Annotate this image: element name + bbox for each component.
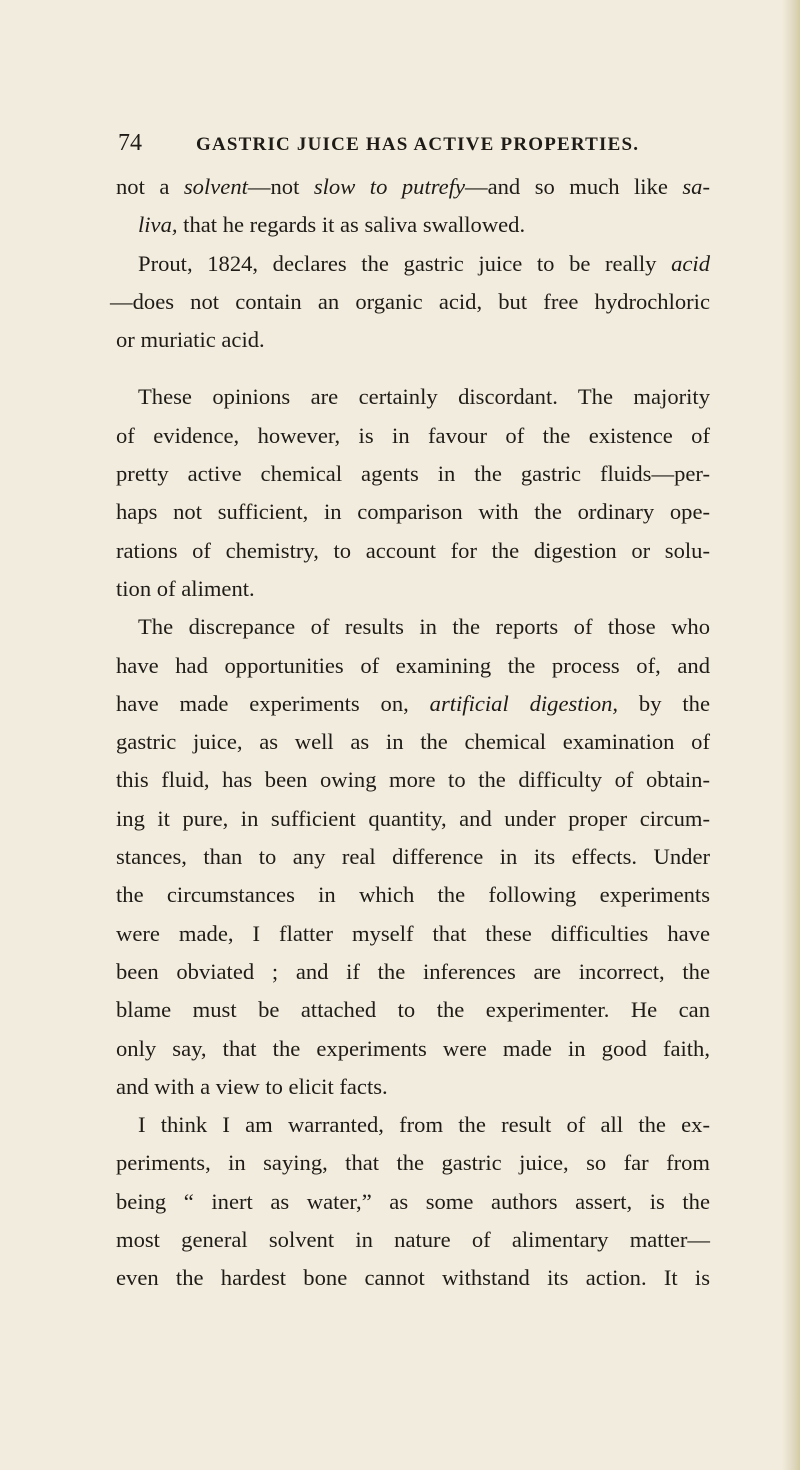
running-header [118, 130, 758, 157]
text-line: gastric juice, as well as in the chemical examination of [116, 729, 710, 755]
text-line: most general solvent in nature of alimentary matter— [116, 1227, 710, 1253]
text-line: or muriatic acid. [116, 327, 265, 353]
text-line: haps not sufficient, in comparison with the ordinary ope- [116, 499, 710, 525]
italic-run: artificial digestion, [429, 690, 619, 716]
italic-run: liva, [138, 212, 178, 238]
running-title: GASTRIC JUICE HAS ACTIVE PROPERTIES. [196, 134, 640, 155]
text-line: The discrepance of results in the reports of those who [138, 614, 710, 640]
text-line: liva, that he regards it as saliva swallowed. [138, 212, 526, 238]
italic-run: sa- [682, 174, 710, 199]
text-line: been obviated ; and if the inferences are incorrect, the [116, 958, 710, 984]
text-line: only say, that the experiments were made in good faith, [116, 1035, 710, 1061]
text-line: I think I am warranted, from the result of all the ex- [138, 1112, 710, 1138]
text-line: blame must be attached to the experimenter. He can [116, 997, 710, 1023]
text-line: this fluid, has been owing more to the difficulty of obtain- [116, 767, 710, 793]
text-line: periments, in saying, that the gastric juice, so far from [116, 1150, 710, 1176]
text-line: tion of aliment. [116, 575, 255, 601]
text-line: rations of chemistry, to account for the digestion or solu- [116, 537, 710, 563]
italic-run: solvent [183, 174, 248, 199]
text-line: ing it pure, in sufficient quantity, and under proper circum- [116, 805, 710, 831]
page-edge-shadow [782, 0, 800, 1470]
text-line: Prout, 1824, declares the gastric juice to be really acid [138, 250, 710, 276]
body-text [110, 168, 710, 1298]
page-number: 74 [118, 130, 142, 156]
text-line: —does not contain an organic acid, but free hydrochloric [110, 288, 710, 314]
italic-run: slow to putrefy [313, 174, 466, 199]
text-line: stances, than to any real difference in its effects. Under [116, 844, 710, 870]
text-line: the circumstances in which the following experiments [116, 882, 710, 908]
text-line: not a solvent—not slow to putrefy—and so much like sa- [116, 174, 710, 199]
text-line: and with a view to elicit facts. [116, 1073, 388, 1099]
text-line: have had opportunities of examining the process of, and [116, 652, 710, 678]
text-line: were made, I flatter myself that these difficulties have [116, 920, 710, 946]
text-line: of evidence, however, is in favour of the existence of [116, 422, 710, 448]
text-line: These opinions are certainly discordant. The majority [138, 384, 710, 410]
text-line: pretty active chemical agents in the gastric fluids—per- [116, 461, 710, 487]
text-line: even the hardest bone cannot withstand its action. It is [116, 1265, 710, 1291]
text-line: have made experiments on, artificial digestion, by the [116, 690, 710, 716]
text-line: being “ inert as water,” as some authors assert, is the [116, 1188, 710, 1214]
italic-run: acid [671, 250, 710, 276]
